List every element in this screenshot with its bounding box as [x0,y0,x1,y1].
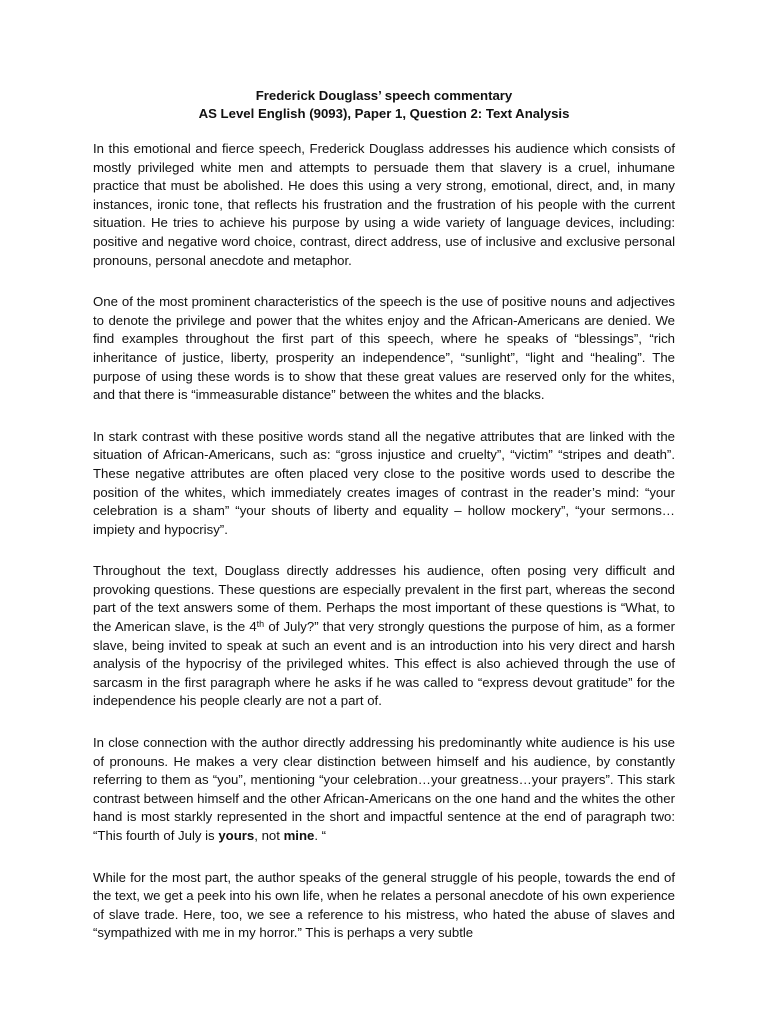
paragraph-positive-words: One of the most prominent characteristics of the speech is the use of positive nouns and adjectives to denote the privilege and power that the whites enjoy and the African-Americans are denied. We find examples throughout the first part of this speech, where he speaks of “blessings”, “rich inheritance of justice, liberty, prosperity an independence”, “sunlight”, “light and “healing”. The purpose of using these words is to show that these great values are reserved only for the whites, and that there is “immeasurable distance” between the whites and the blacks. [93,294,675,403]
paragraph-introduction: In this emotional and fierce speech, Frederick Douglass addresses his audience which consists of mostly privileged white men and attempts to persuade them that slavery is a cruel, inhumane practice that must be abolished. He does this using a very strong, emotional, direct, and, in many instances, ironic tone, that reflects his frustration and the frustration of his people with the current situation. He tries to achieve his purpose by using a wide variety of language devices, including: positive and negative word choice, contrast, direct address, use of inclusive and exclusive personal pronouns, personal anecdote and metaphor. [93,141,675,268]
paragraph-direct-address-part-2: of July?” that very strongly questions the purpose of him, as a former slave, being invited to speak at such an event and is an introduction into his very direct and harsh analysis of the hypocrisy of the privileged whites. This effect is also achieved through the use of sarcasm in the first paragraph where he asks if he was called to “express devout gratitude” for the independence his people clearly are not a part of. [93,619,675,709]
paragraph-direct-address [93,562,675,711]
emphasis-mine: mine [283,828,315,843]
paragraph-negative-words: In stark contrast with these positive words stand all the negative attributes that are linked with the situation of African-Americans, such as: “gross injustice and cruelty”, “victim” “stripes and death”. These negative attributes are often placed very close to the positive words used to describe the position of the whites, which immediately creates images of contrast in the reader’s mind: “your celebration is a sham” “your shouts of liberty and equality – hollow mockery”, “your sermons…impiety and hypocrisy”. [93,428,675,537]
paragraph-personal-anecdote: While for the most part, the author speaks of the general struggle of his people, towards the end of the text, we get a peek into his own life, when he relates a personal anecdote of his own experience of slave trade. Here, too, we see a reference to his mistress, who hated the abuse of slaves and “sympathized with me in my horror.” This is perhaps a very subtle [93,869,675,941]
paragraph-pronouns [93,734,675,846]
ordinal-suffix: th [256,619,265,630]
document-heading [93,87,675,123]
emphasis-yours: yours [218,828,255,843]
paragraph-pronouns-part-1: In close connection with the author directly addressing his predominantly white audience is his use of pronouns. He makes a very clear distinction between himself and his audience, by constantly referring to them as “you”, mentioning “your celebration…your greatness…your prayers”. This stark contrast between himself and the other African-Americans on the one hand and the whites the other hand is most starkly represented in the short and impactful sentence at the end of paragraph two: “This fourth of July is [93,735,675,843]
paragraph-pronouns-part-3: . “ [314,828,327,843]
document-title: Frederick Douglass’ speech commentary [255,88,513,103]
paragraph-direct-address-part-1: Throughout the text, Douglass directly addresses his audience, often posing very difficult and provoking questions. These questions are especially prevalent in the first part, whereas the second part of the text answers some of them. Perhaps the most important of these questions is “What, to the American slave, is the 4 [93,563,675,635]
document-page [93,87,675,966]
paragraph-pronouns-part-2: , not [254,828,284,843]
document-subtitle: AS Level English (9093), Paper 1, Question 2: Text Analysis [198,106,570,121]
